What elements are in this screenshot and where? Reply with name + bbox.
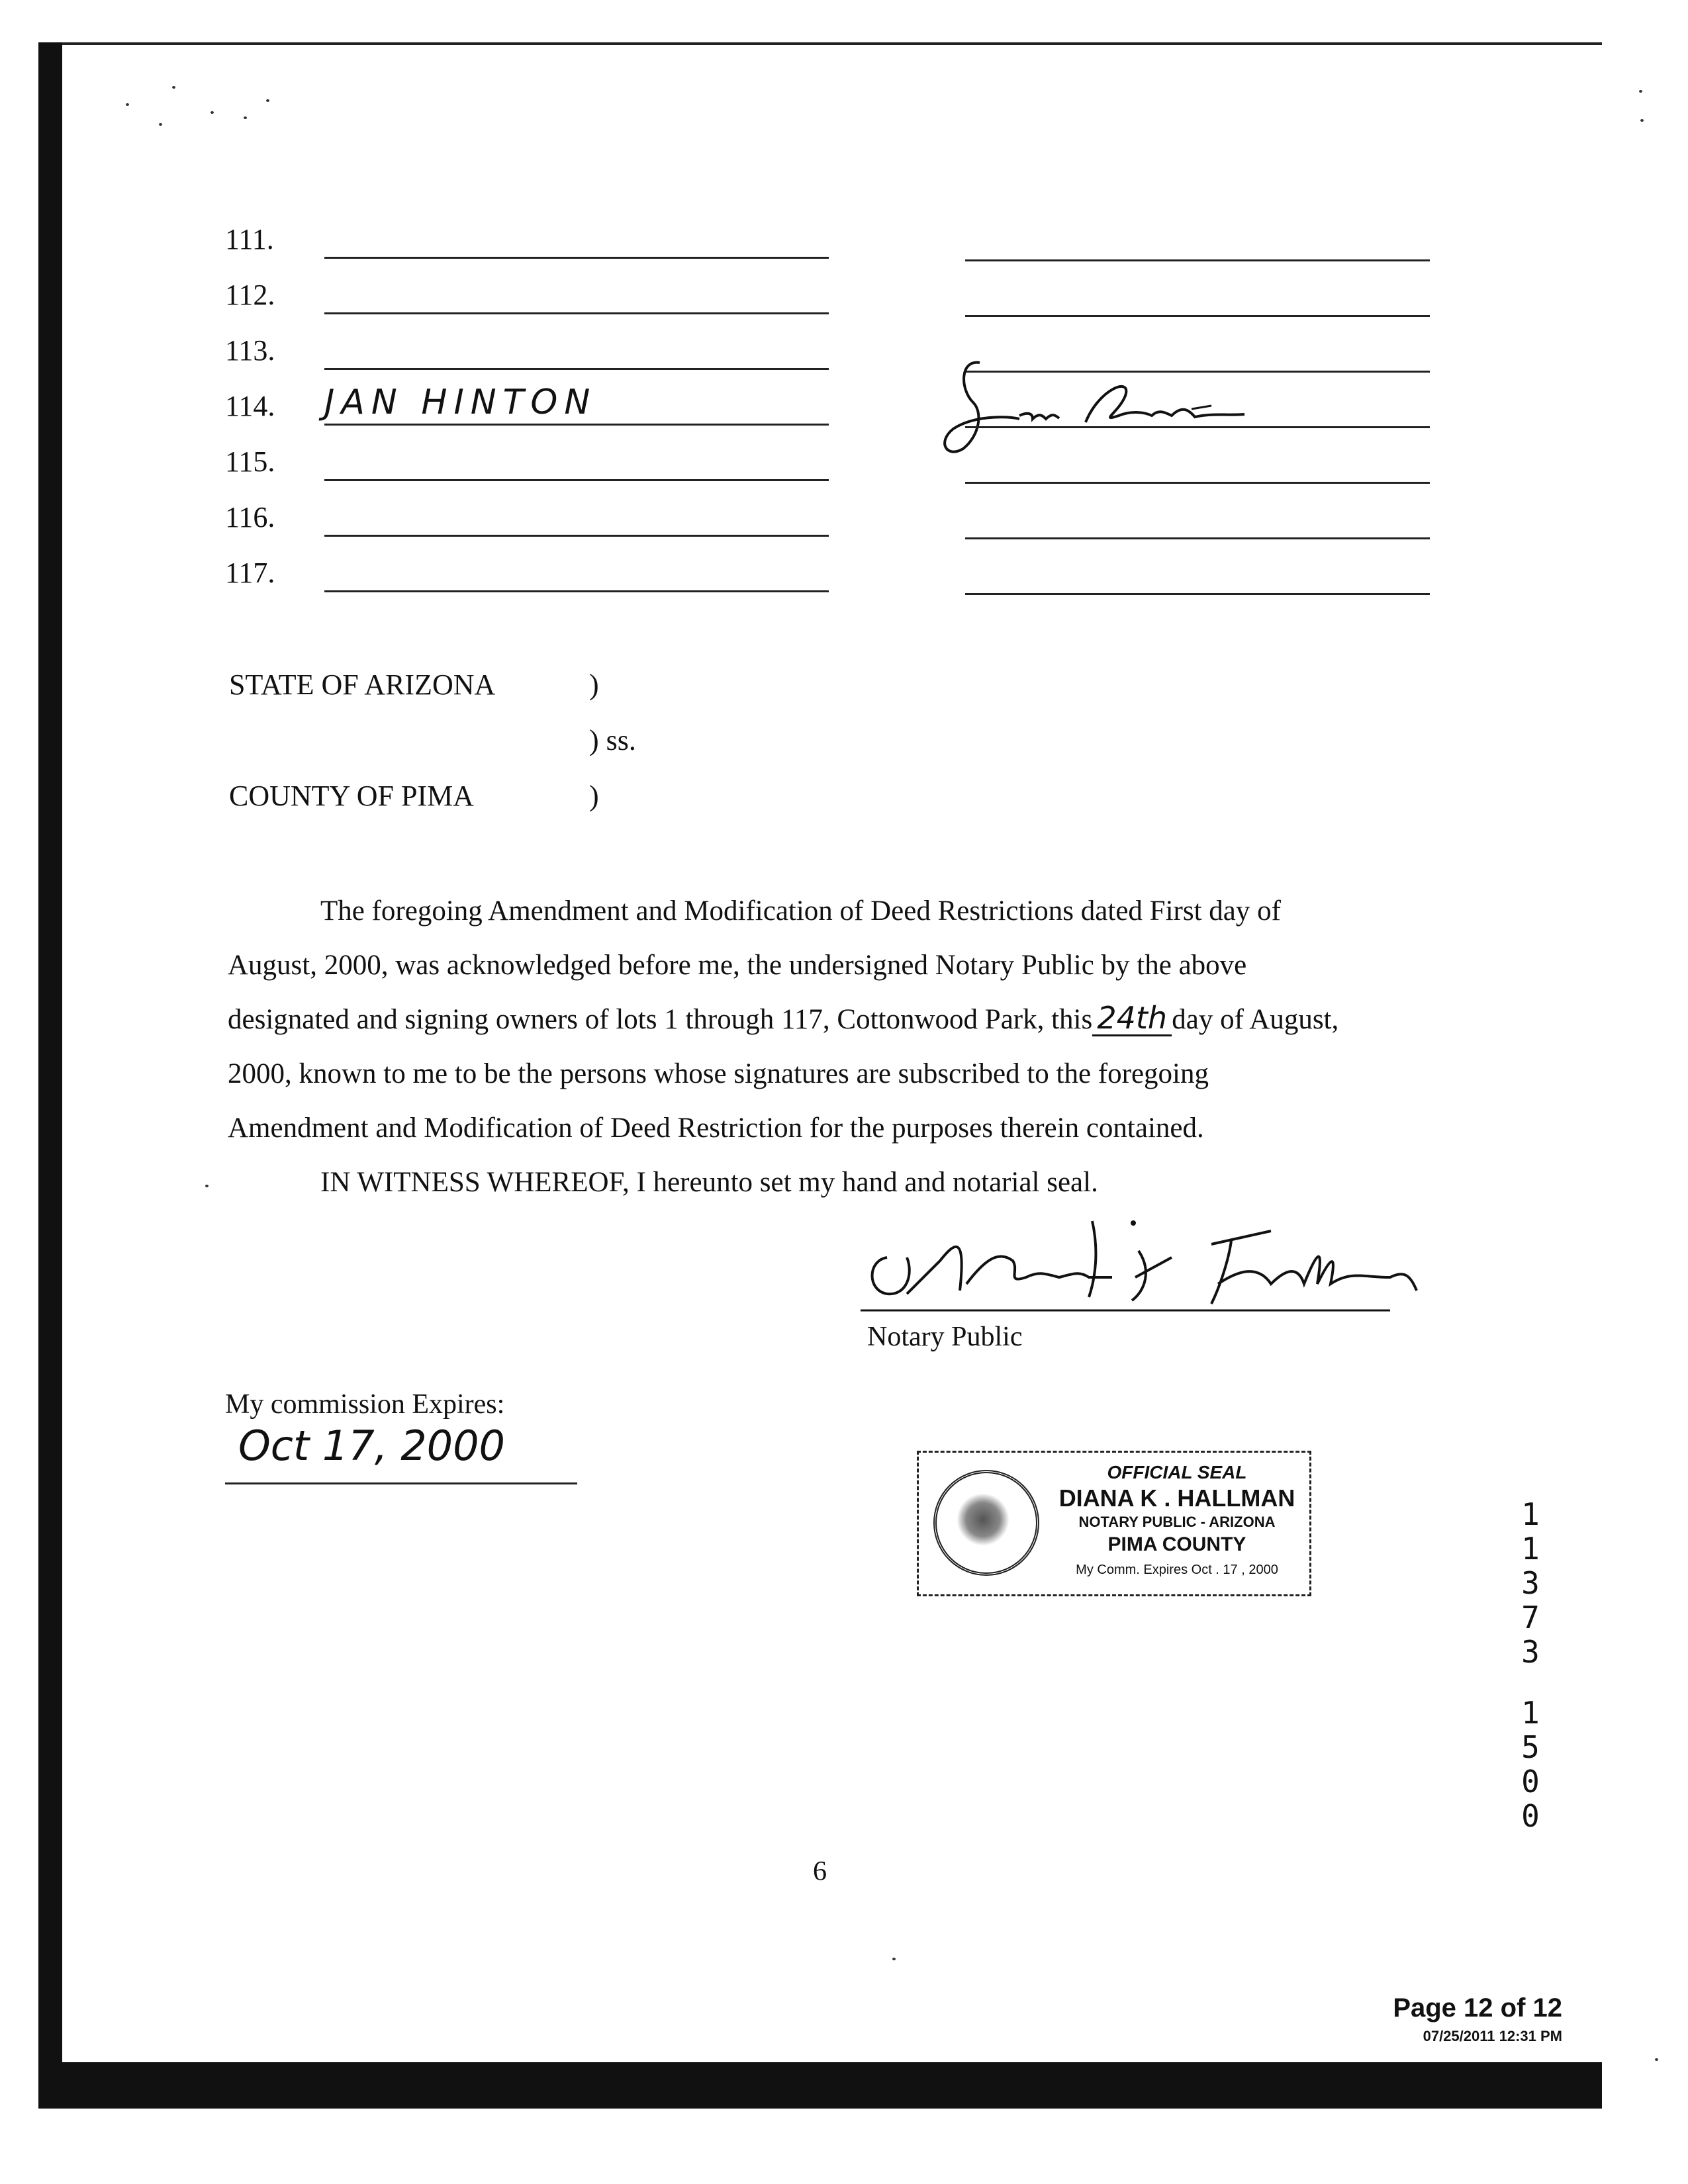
signature-line xyxy=(965,426,1430,428)
signature-line xyxy=(965,482,1430,484)
ack-line: Amendment and Modification of Deed Restriction for the purposes therein contained. xyxy=(228,1113,1204,1144)
recording-digit: 1 xyxy=(1521,1496,1540,1532)
footer-timestamp: 07/25/2011 12:31 PM xyxy=(1423,2028,1562,2044)
commission-line xyxy=(225,1482,577,1484)
recording-digit: 5 xyxy=(1521,1729,1540,1765)
signature-line xyxy=(965,315,1430,317)
commission-date-handwritten: Oct 17, 2000 xyxy=(238,1422,505,1470)
recording-digit: 1 xyxy=(1521,1531,1540,1567)
signature-row xyxy=(225,278,1450,334)
printed-name-line xyxy=(324,257,829,259)
recording-digit: 1 xyxy=(1521,1695,1540,1731)
official-seal-stamp xyxy=(917,1451,1311,1596)
ss-mark: ) ss. xyxy=(589,724,636,756)
printed-name-line xyxy=(324,535,829,537)
seal-heading: OFFICIAL SEAL xyxy=(1107,1462,1247,1482)
paren: ) xyxy=(589,780,599,812)
notary-title: Notary Public xyxy=(867,1322,1023,1352)
scan-border-top xyxy=(40,42,1602,45)
lot-number: 117. xyxy=(225,557,275,589)
commission-label: My commission Expires: xyxy=(225,1389,505,1420)
handwritten-printed-name: JAN HINTON xyxy=(324,383,597,422)
page-number: 6 xyxy=(813,1856,827,1887)
witness-line: IN WITNESS WHEREOF, I hereunto set my hand and notarial seal. xyxy=(320,1167,1098,1198)
state-label: STATE OF ARIZONA xyxy=(229,668,496,701)
lot-number: 111. xyxy=(225,223,274,255)
printed-name-line xyxy=(324,479,829,481)
seal-role: NOTARY PUBLIC - ARIZONA xyxy=(1078,1514,1276,1530)
recording-digit: 3 xyxy=(1521,1634,1540,1670)
ack-line xyxy=(228,993,1338,1047)
lot-number: 112. xyxy=(225,279,275,311)
seal-county: PIMA COUNTY xyxy=(1107,1533,1246,1555)
ack-line: The foregoing Amendment and Modification of Deed Restrictions dated First day of xyxy=(320,895,1281,927)
signature-line xyxy=(965,259,1430,261)
signature-row xyxy=(225,222,1450,278)
printed-name-line xyxy=(324,424,829,426)
recording-digit: 0 xyxy=(1521,1798,1540,1834)
ack-text: day of August, xyxy=(1172,1004,1339,1035)
signature-row xyxy=(225,383,1450,445)
ack-line: 2000, known to me to be the persons whose signatures are subscribed to the foregoing xyxy=(228,1058,1209,1089)
signature-row xyxy=(225,445,1450,500)
lot-number: 113. xyxy=(225,334,275,367)
signature-row xyxy=(225,500,1450,556)
seal-name: DIANA K . HALLMAN xyxy=(1058,1484,1295,1512)
printed-name-line xyxy=(324,590,829,592)
state-seal-icon xyxy=(933,1470,1039,1576)
lot-number: 115. xyxy=(225,445,275,478)
county-label: COUNTY OF PIMA xyxy=(229,780,474,812)
seal-emblem xyxy=(957,1493,1009,1546)
signature-line xyxy=(965,537,1430,539)
signature-row xyxy=(225,556,1450,612)
recording-digit: 0 xyxy=(1521,1764,1540,1799)
footer-page-label: Page 12 of 12 xyxy=(1393,1993,1562,2023)
seal-expiration: My Comm. Expires Oct . 17 , 2000 xyxy=(1076,1563,1278,1577)
paren: ) xyxy=(589,668,599,701)
printed-name-line xyxy=(324,312,829,314)
ack-text: designated and signing owners of lots 1 through 117, Cottonwood Park, this xyxy=(228,1004,1093,1035)
scan-border-left xyxy=(38,42,62,2107)
scan-border-bottom xyxy=(38,2062,1602,2109)
recording-digit: 7 xyxy=(1521,1600,1540,1635)
ack-line: August, 2000, was acknowledged before me, the undersigned Notary Public by the above xyxy=(228,950,1247,981)
lot-number: 114. xyxy=(225,390,275,422)
printed-name-line xyxy=(324,368,829,370)
signature-line xyxy=(965,593,1430,595)
handwritten-day: 24th xyxy=(1092,1001,1172,1036)
recording-digit: 3 xyxy=(1521,1565,1540,1601)
lot-number: 116. xyxy=(225,501,275,533)
